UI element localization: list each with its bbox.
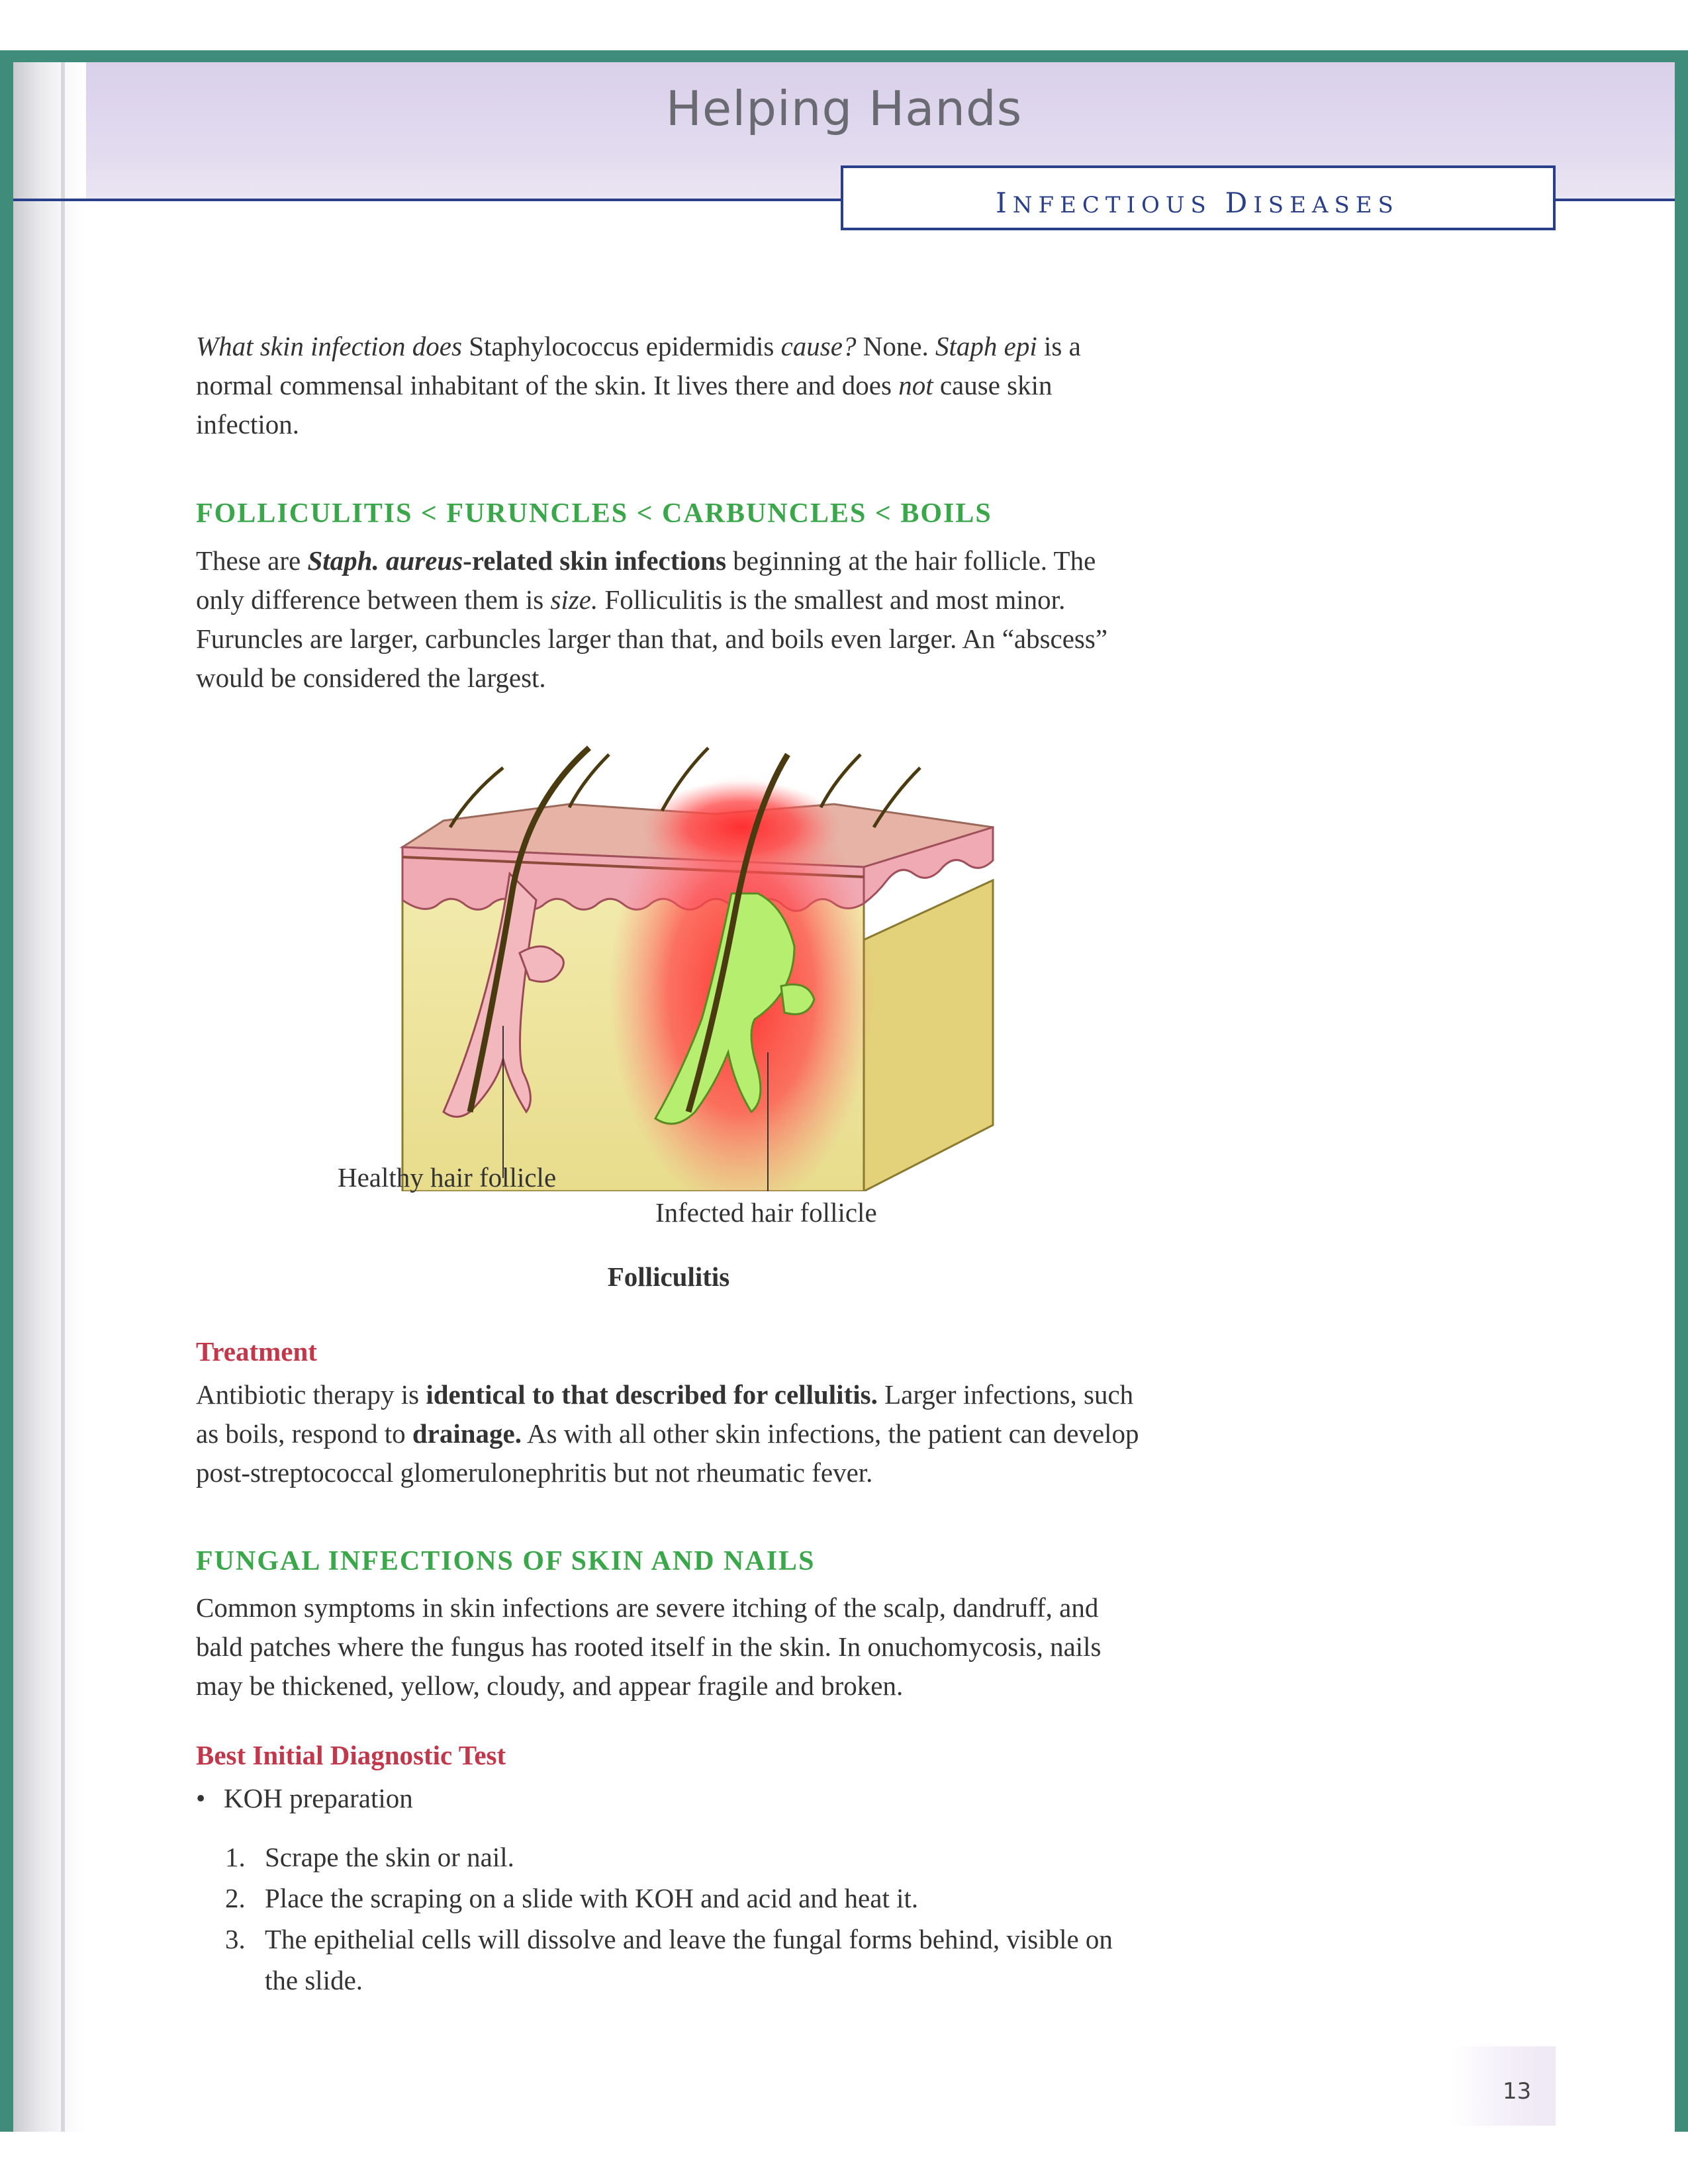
frame-border-top: [0, 50, 1688, 62]
intro-question-end: cause?: [780, 331, 857, 361]
intro-question-italic: What skin infection does: [196, 331, 462, 361]
step-number: 2.: [225, 1883, 246, 1913]
fungal-heading: FUNGAL INFECTIONS OF SKIN AND NAILS: [196, 1546, 816, 1576]
intro-answer-end: cause skin infection.: [196, 370, 1053, 439]
hair-4: [821, 754, 861, 807]
diagnostic-step: [225, 1878, 1145, 1919]
section-label: INFECTIOUS DISEASES: [996, 187, 1399, 219]
diagnostic-heading: Best Initial Diagnostic Test: [196, 1740, 506, 1770]
folliculitis-text-2: beginning at the hair follicle. The only difference between them is: [196, 545, 1096, 615]
intro-staph-epi: Staph epi: [935, 331, 1037, 361]
skin-cross-section-svg: [371, 741, 1006, 1191]
step-number: 3.: [225, 1924, 246, 1954]
folliculitis-bold-phrase: -related skin infections: [463, 545, 727, 576]
treatment-heading: Treatment: [196, 1336, 317, 1367]
fungal-text: Common symptoms in skin infections are severe itching of the scalp, dandruff, and bald patches where the fungus has rooted itself in the skin. In onuchomycosis, nails may be thickened, yellow, cloudy, and appear fragile and broken.: [196, 1592, 1102, 1701]
treatment-bold-2: drainage.: [412, 1418, 522, 1449]
label-healthy-follicle: Healthy hair follicle: [338, 1162, 557, 1193]
block-side-face: [864, 880, 993, 1191]
step-text: Scrape the skin or nail.: [265, 1842, 514, 1872]
treatment-text-1: Antibiotic therapy is: [196, 1379, 426, 1410]
diagnostic-step: [225, 1919, 1145, 2001]
step-text: The epithelial cells will dissolve and leave the fungal forms behind, visible on the slide.: [265, 1924, 1113, 1995]
intro-answer-middle: is a normal commensal inhabitant of the skin. It lives there and does: [196, 331, 1081, 400]
folliculitis-illustration: [371, 741, 1006, 1191]
diagnostic-bullet: [196, 1782, 413, 1814]
step-text: Place the scraping on a slide with KOH and acid and heat it.: [265, 1883, 919, 1913]
frame-border-right: [1675, 50, 1688, 2132]
diagnostic-steps: [225, 1837, 1145, 2001]
section-label-box: [841, 165, 1556, 230]
book-spine-line: [61, 62, 65, 2132]
diagnostic-bullet-text: KOH preparation: [224, 1783, 413, 1813]
label-infected-follicle: Infected hair follicle: [655, 1197, 877, 1228]
folliculitis-staph-aureus: Staph. aureus: [307, 545, 463, 576]
header-rule-left: [13, 199, 841, 201]
intro-answer-start: None.: [856, 331, 936, 361]
diagnostic-step: [225, 1837, 1145, 1878]
folliculitis-text-3: Folliculitis is the smallest and most minor. Furuncles are larger, carbuncles larger than that, and boils even larger. An “abscess” would be considered the largest.: [196, 584, 1108, 693]
page-number: 13: [1503, 2078, 1532, 2105]
intro-organism: Staphylococcus epidermidis: [461, 331, 781, 361]
running-header-title: Helping Hands: [665, 81, 1023, 136]
treatment-bold-1: identical to that described for cellulitis.: [426, 1379, 878, 1410]
header-rule-right: [1556, 199, 1675, 201]
frame-border-left: [0, 50, 13, 2132]
intro-paragraph: [196, 327, 1143, 444]
bullet-dot-icon: •: [196, 1783, 206, 1813]
step-number: 1.: [225, 1842, 246, 1872]
intro-not: not: [898, 370, 933, 400]
folliculitis-size: size.: [550, 584, 598, 615]
folliculitis-heading: FOLLICULITIS < FURUNCLES < CARBUNCLES < BOILS: [196, 498, 992, 529]
fungal-paragraph: [196, 1588, 1143, 1706]
book-spine-shadow: [13, 62, 86, 2132]
treatment-text-3: As with all other skin infections, the patient can develop post-streptococcal glomerulonephritis but not rheumatic fever.: [196, 1418, 1139, 1488]
treatment-text-2: Larger infections, such as boils, respond to: [196, 1379, 1134, 1449]
figure-caption: Folliculitis: [607, 1261, 730, 1292]
treatment-paragraph: [196, 1375, 1143, 1492]
page-bottom-margin: [0, 2132, 1688, 2184]
folliculitis-text-1: These are: [196, 545, 308, 576]
folliculitis-paragraph: [196, 541, 1143, 698]
